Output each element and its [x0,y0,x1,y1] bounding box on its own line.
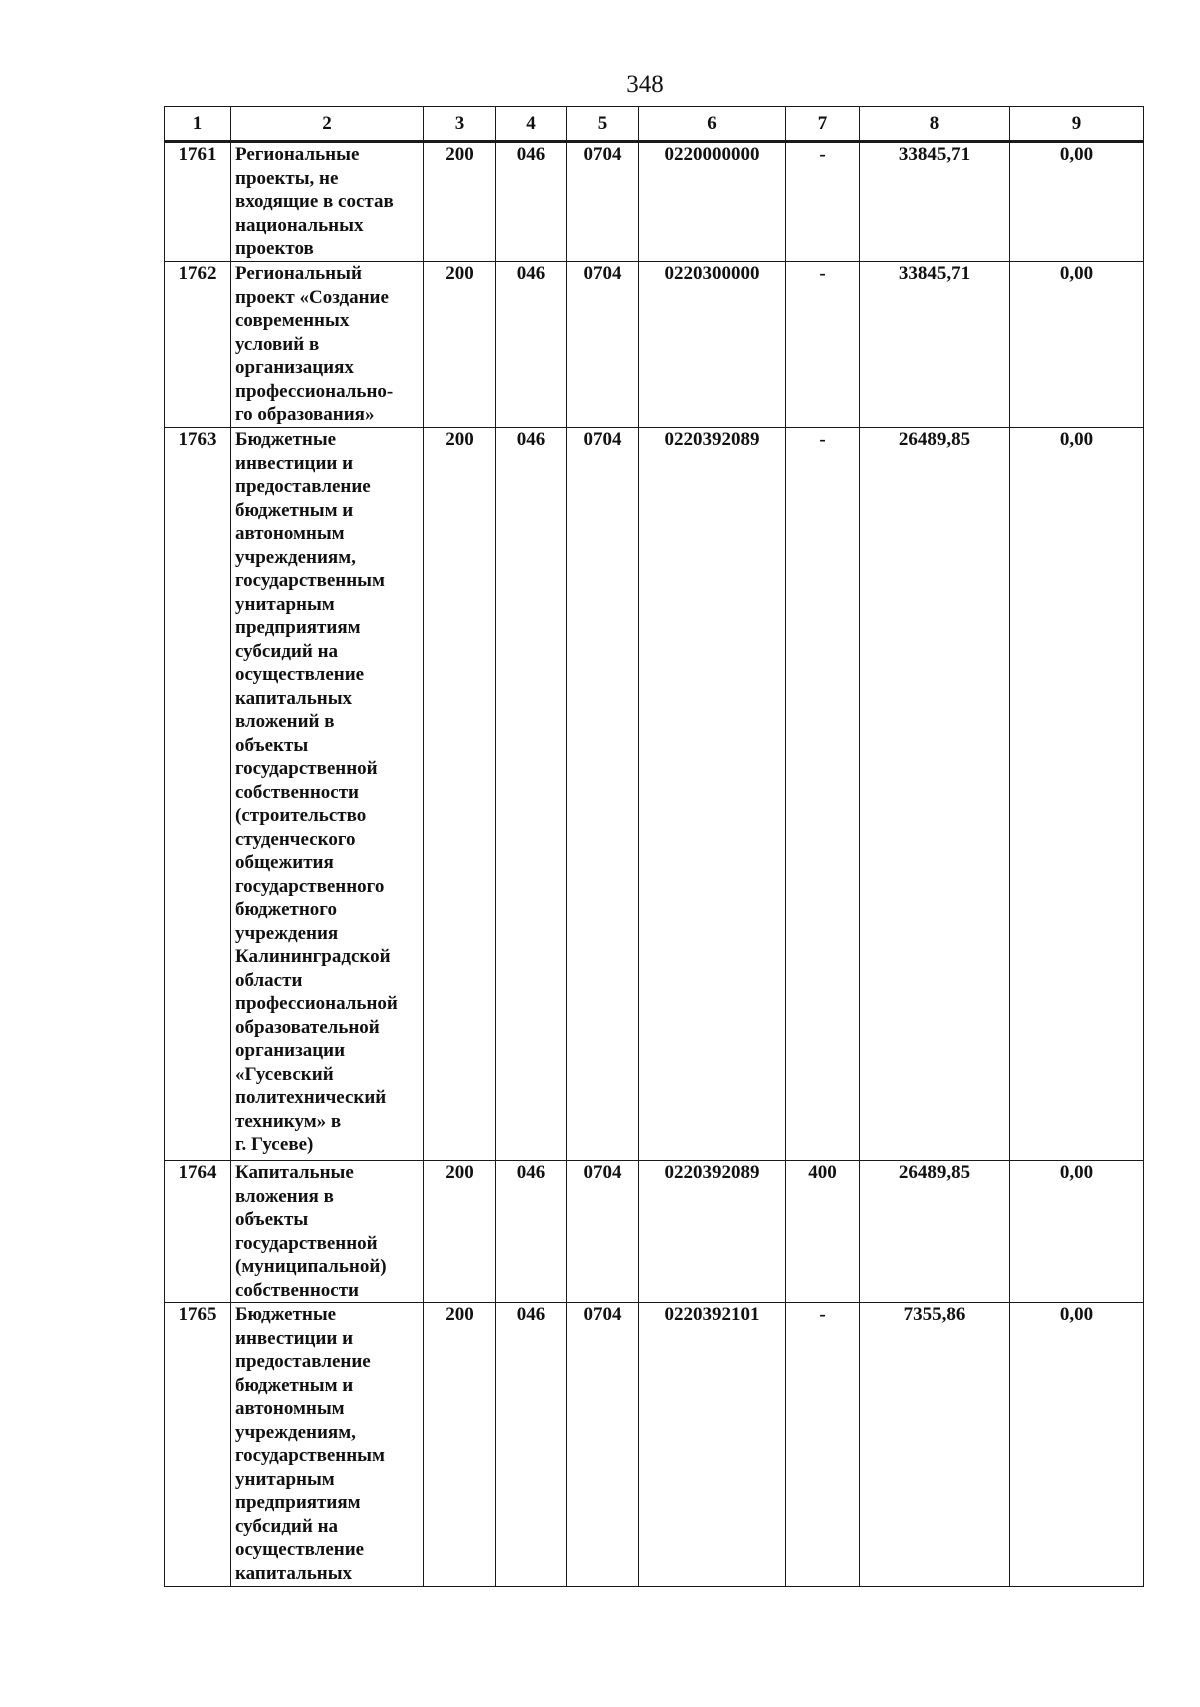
cell-col3: 200 [424,1161,496,1303]
cell-col6: 0220392089 [639,1161,786,1303]
cell-col9: 0,00 [1010,428,1144,1161]
cell-col5: 0704 [567,142,639,262]
cell-col9: 0,00 [1010,1303,1144,1587]
row-description [231,428,424,1161]
cell-col8: 26489,85 [860,428,1010,1161]
row-description-text: Региональный проект «Создание современных условий в организациях профессионально- го образования» [235,263,394,425]
column-header: 5 [567,107,639,142]
row-description-text: Бюджетные инвестиции и предоставление бюджетным и автономным учреждениям, государственным унитарным предприятиям субсидий на осуществление капитальных вложений в объекты государственной собственности (строительство студенческого общежития государственного бюджетного учреждения Калининградской области профессиональной образовательной организации «Гусевский политехнический техникум» в г. Гусеве) [235,429,398,1155]
column-header: 4 [496,107,567,142]
table-row [165,428,1144,1161]
row-description-text: Региональные проекты, не входящие в состав национальных проектов [235,144,394,259]
cell-col3: 200 [424,428,496,1161]
cell-col5: 0704 [567,1303,639,1587]
cell-col5: 0704 [567,1161,639,1303]
row-description [231,1161,424,1303]
cell-col4: 046 [496,428,567,1161]
column-header: 3 [424,107,496,142]
column-header: 9 [1010,107,1144,142]
table-header-row [165,107,1144,142]
cell-col4: 046 [496,1303,567,1587]
cell-col6: 0220392089 [639,428,786,1161]
cell-col6: 0220300000 [639,262,786,428]
column-header: 6 [639,107,786,142]
cell-col5: 0704 [567,262,639,428]
column-header: 7 [786,107,860,142]
row-number: 1763 [165,428,231,1161]
cell-col3: 200 [424,262,496,428]
table-row [165,262,1144,428]
row-description [231,262,424,428]
column-header: 8 [860,107,1010,142]
cell-col7: - [786,262,860,428]
row-description-text: Бюджетные инвестиции и предоставление бюджетным и автономным учреждениям, государственным унитарным предприятиям субсидий на осуществление капитальных [235,1304,385,1584]
cell-col3: 200 [424,142,496,262]
cell-col3: 200 [424,1303,496,1587]
cell-col4: 046 [496,142,567,262]
column-header: 2 [231,107,424,142]
cell-col7: - [786,1303,860,1587]
row-number: 1765 [165,1303,231,1587]
cell-col7: 400 [786,1161,860,1303]
table-row [165,1303,1144,1587]
cell-col4: 046 [496,1161,567,1303]
cell-col6: 0220392101 [639,1303,786,1587]
row-number: 1762 [165,262,231,428]
cell-col4: 046 [496,262,567,428]
table-row [165,142,1144,262]
row-description [231,1303,424,1587]
cell-col8: 33845,71 [860,142,1010,262]
row-description [231,142,424,262]
cell-col8: 7355,86 [860,1303,1010,1587]
cell-col6: 0220000000 [639,142,786,262]
cell-col9: 0,00 [1010,262,1144,428]
column-header: 1 [165,107,231,142]
table-row [165,1161,1144,1303]
cell-col9: 0,00 [1010,142,1144,262]
row-number: 1761 [165,142,231,262]
cell-col5: 0704 [567,428,639,1161]
cell-col7: - [786,428,860,1161]
cell-col7: - [786,142,860,262]
budget-table [164,106,1144,1587]
page-number: 348 [626,71,664,98]
row-number: 1764 [165,1161,231,1303]
row-description-text: Капитальные вложения в объекты государственной (муниципальной) собственности [235,1162,387,1301]
cell-col8: 26489,85 [860,1161,1010,1303]
cell-col8: 33845,71 [860,262,1010,428]
cell-col9: 0,00 [1010,1161,1144,1303]
